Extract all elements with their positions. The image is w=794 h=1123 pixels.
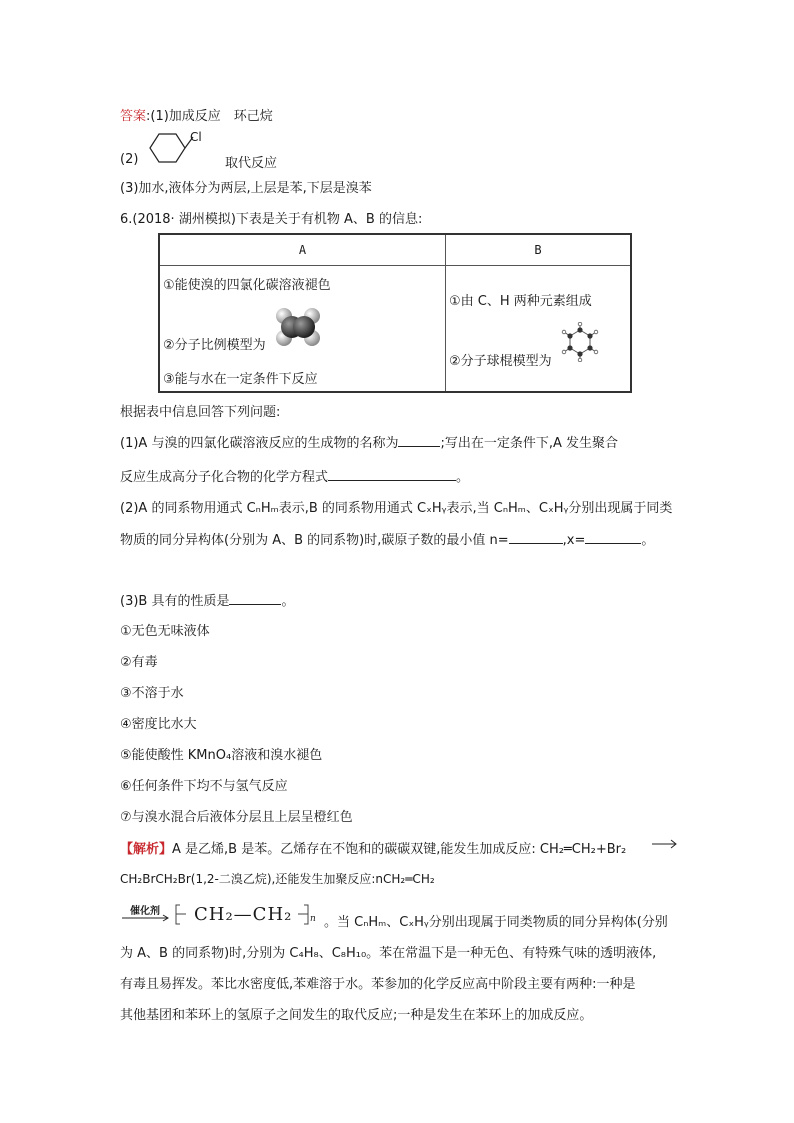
answer-line-2-text: 取代反应	[225, 156, 278, 171]
analysis-line-3: 。当 CₙHₘ、CₓHᵧ分别出现属于同类物质的同分异构体(分别	[324, 915, 668, 930]
answer-line-3: (3)加水,液体分为两层,上层是苯,下层是溴苯	[120, 181, 372, 196]
option-7: ⑦与溴水混合后液体分层且上层呈橙红色	[120, 810, 353, 825]
polymer-formula: CH₂—CH₂	[194, 904, 293, 925]
table-cell-a	[159, 266, 446, 393]
q1-blank-2	[328, 468, 456, 481]
q3-line: (3)B 具有的性质是 。	[120, 594, 295, 609]
question-title: 6.(2018· 湖州模拟)下表是关于有机物 A、B 的信息:	[120, 212, 423, 227]
option-6: ⑥任何条件下均不与氢气反应	[120, 779, 288, 794]
q1-line-2: 反应生成高分子化合物的化学方程式 。	[120, 470, 470, 485]
table-header-a: A	[159, 234, 446, 266]
analysis-line-4: 为 A、B 的同系物)时,分别为 C₄H₈、C₈H₁₀。苯在常温下是一种无色、有特殊气味的透明液体,	[120, 946, 657, 961]
a-item-1: ①能使溴的四氯化碳溶液褪色	[163, 278, 331, 293]
b-item-2: ②分子球棍模型为	[449, 354, 552, 369]
reaction-arrow	[652, 838, 678, 850]
catalyst-label: 催化剂	[130, 906, 160, 917]
answer-line-2-num: (2)	[120, 152, 139, 167]
answer-label: 答案	[120, 109, 147, 124]
q3-blank	[229, 592, 281, 605]
q2-blank-n	[509, 531, 563, 544]
answer-line-1: 答案:(1)加成反应 环己烷	[120, 109, 273, 124]
analysis-line-2: CH₂BrCH₂Br(1,2-二溴乙烷),还能发生加聚反应:nCH₂═CH₂	[120, 872, 435, 886]
analysis-label: 【解析】	[120, 842, 173, 857]
option-1: ①无色无味液体	[120, 624, 210, 639]
option-4: ④密度比水大	[120, 717, 197, 732]
analysis-line-5: 有毒且易挥发。苯比水密度低,苯难溶于水。苯参加的化学反应高中阶段主要有两种:一种是	[120, 977, 636, 992]
chloro-label: Cl	[190, 130, 202, 144]
b-item-1: ①由 C、H 两种元素组成	[449, 294, 592, 309]
table-cell-b	[446, 266, 632, 393]
a-item-2: ②分子比例模型为	[163, 338, 266, 353]
info-table	[158, 233, 632, 393]
option-2: ②有毒	[120, 655, 158, 670]
q1-blank-1	[398, 434, 440, 447]
catalyst-arrow	[122, 914, 170, 922]
q1-line-1: (1)A 与溴的四氯化碳溶液反应的生成物的名称为 ;写出在一定条件下,A 发生聚合	[120, 436, 618, 451]
ethylene-space-filling-model	[273, 306, 323, 348]
q2-line-2: 物质的同分异构体(分别为 A、B 的同系物)时,碳原子数的最小值 n= ,x= 。	[120, 533, 655, 548]
q2-blank-x	[585, 531, 641, 544]
benzene-ball-stick-model	[560, 322, 600, 362]
option-5: ⑤能使酸性 KMnO₄溶液和溴水褪色	[120, 748, 323, 763]
question-prompt: 根据表中信息回答下列问题:	[120, 405, 281, 420]
a-item-3: ③能与水在一定条件下反应	[163, 372, 318, 387]
table-header-b: B	[446, 234, 632, 266]
q2-line-1: (2)A 的同系物用通式 CₙHₘ表示,B 的同系物用通式 CₓHᵧ表示,当 CₙHₘ、CₓHᵧ分别出现属于同类	[120, 501, 673, 516]
option-3: ③不溶于水	[120, 686, 184, 701]
analysis-line-6: 其他基团和苯环上的氢原子之间发生的取代反应;一种是发生在苯环上的加成反应。	[120, 1008, 593, 1023]
polymer-n: n	[310, 914, 316, 924]
analysis-line-1: 【解析】A 是乙烯,B 是苯。乙烯存在不饱和的碳碳双键,能发生加成反应: CH₂═CH₂+Br₂	[120, 842, 627, 857]
